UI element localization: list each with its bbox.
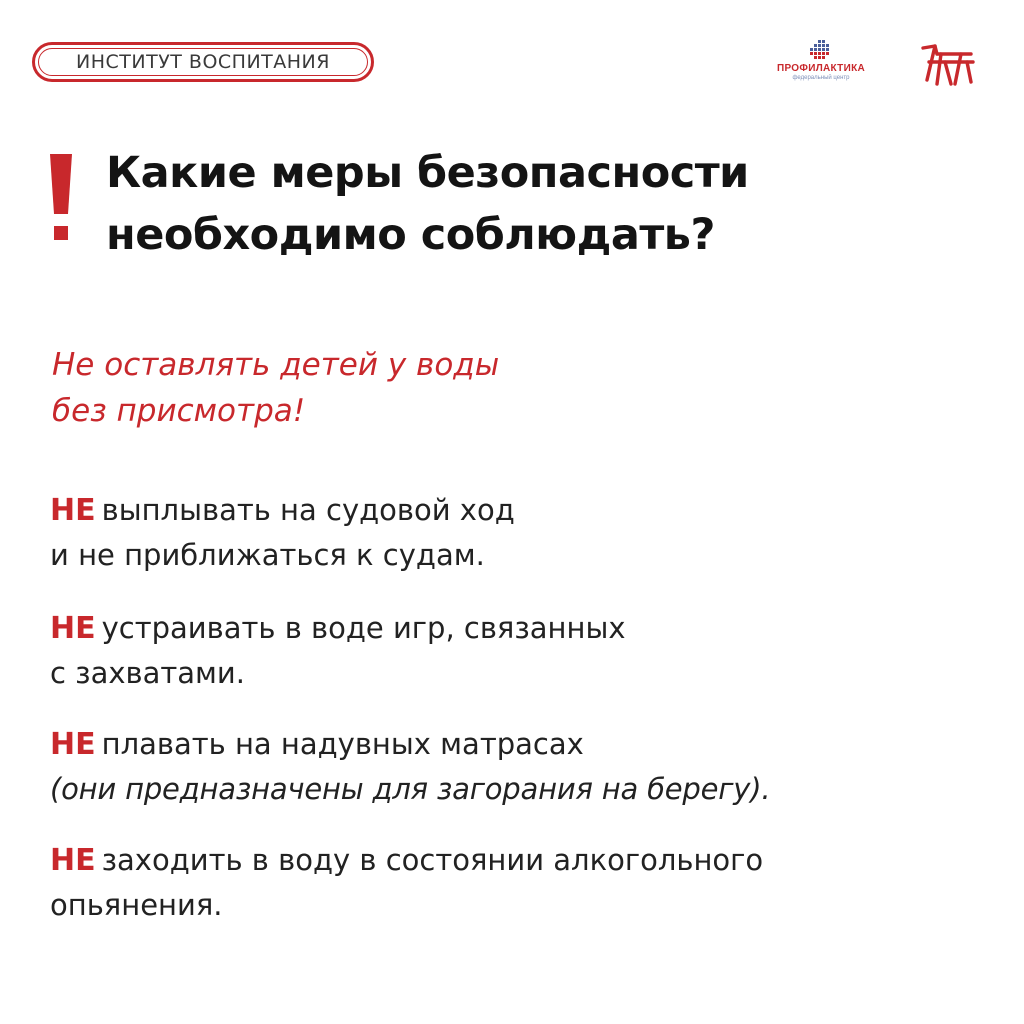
rule-prefix: НЕ bbox=[50, 611, 96, 646]
institute-badge bbox=[32, 42, 374, 82]
exclamation-icon bbox=[48, 154, 74, 244]
rule-item bbox=[50, 488, 990, 577]
rule-line-1 bbox=[50, 722, 990, 767]
warning-subtitle bbox=[52, 342, 952, 434]
rule-line-1 bbox=[50, 606, 990, 651]
rule-note: (они предназначены для загорания на берегу). bbox=[50, 772, 771, 806]
rule-line-1 bbox=[50, 838, 990, 883]
rule-item bbox=[50, 606, 990, 695]
subtitle-line-2: без присмотра! bbox=[52, 393, 306, 429]
rule-prefix: НЕ bbox=[50, 727, 96, 762]
rule-prefix: НЕ bbox=[50, 843, 96, 878]
page-title bbox=[106, 142, 986, 266]
rule-text: устраивать в воде игр, связанных bbox=[101, 611, 626, 645]
rule-line-2: с захватами. bbox=[50, 656, 245, 690]
rule-text: выплывать на судовой ход bbox=[101, 493, 515, 527]
rule-line-1 bbox=[50, 488, 990, 533]
logo-subtitle: федеральный центр bbox=[792, 75, 850, 81]
rule-item bbox=[50, 722, 990, 811]
logo-grid-icon bbox=[810, 40, 832, 60]
rule-line-2: и не приближаться к судам. bbox=[50, 538, 485, 572]
title-line-2: необходимо соблюдать? bbox=[106, 210, 715, 260]
rule-item bbox=[50, 838, 990, 927]
rule-text: заходить в воду в состоянии алкогольного bbox=[101, 843, 764, 877]
logo-name: ПРОФИЛАКТИКА bbox=[776, 63, 866, 74]
title-line-1: Какие меры безопасности bbox=[106, 148, 749, 198]
badge-label: ИНСТИТУТ ВОСПИТАНИЯ bbox=[76, 51, 330, 73]
rule-prefix: НЕ bbox=[50, 493, 96, 528]
subtitle-line-1: Не оставлять детей у воды bbox=[52, 347, 500, 383]
emblem-icon bbox=[915, 40, 975, 88]
profilaktika-logo bbox=[762, 40, 880, 90]
rule-text: плавать на надувных матрасах bbox=[101, 727, 584, 761]
rule-line-2: опьянения. bbox=[50, 888, 223, 922]
